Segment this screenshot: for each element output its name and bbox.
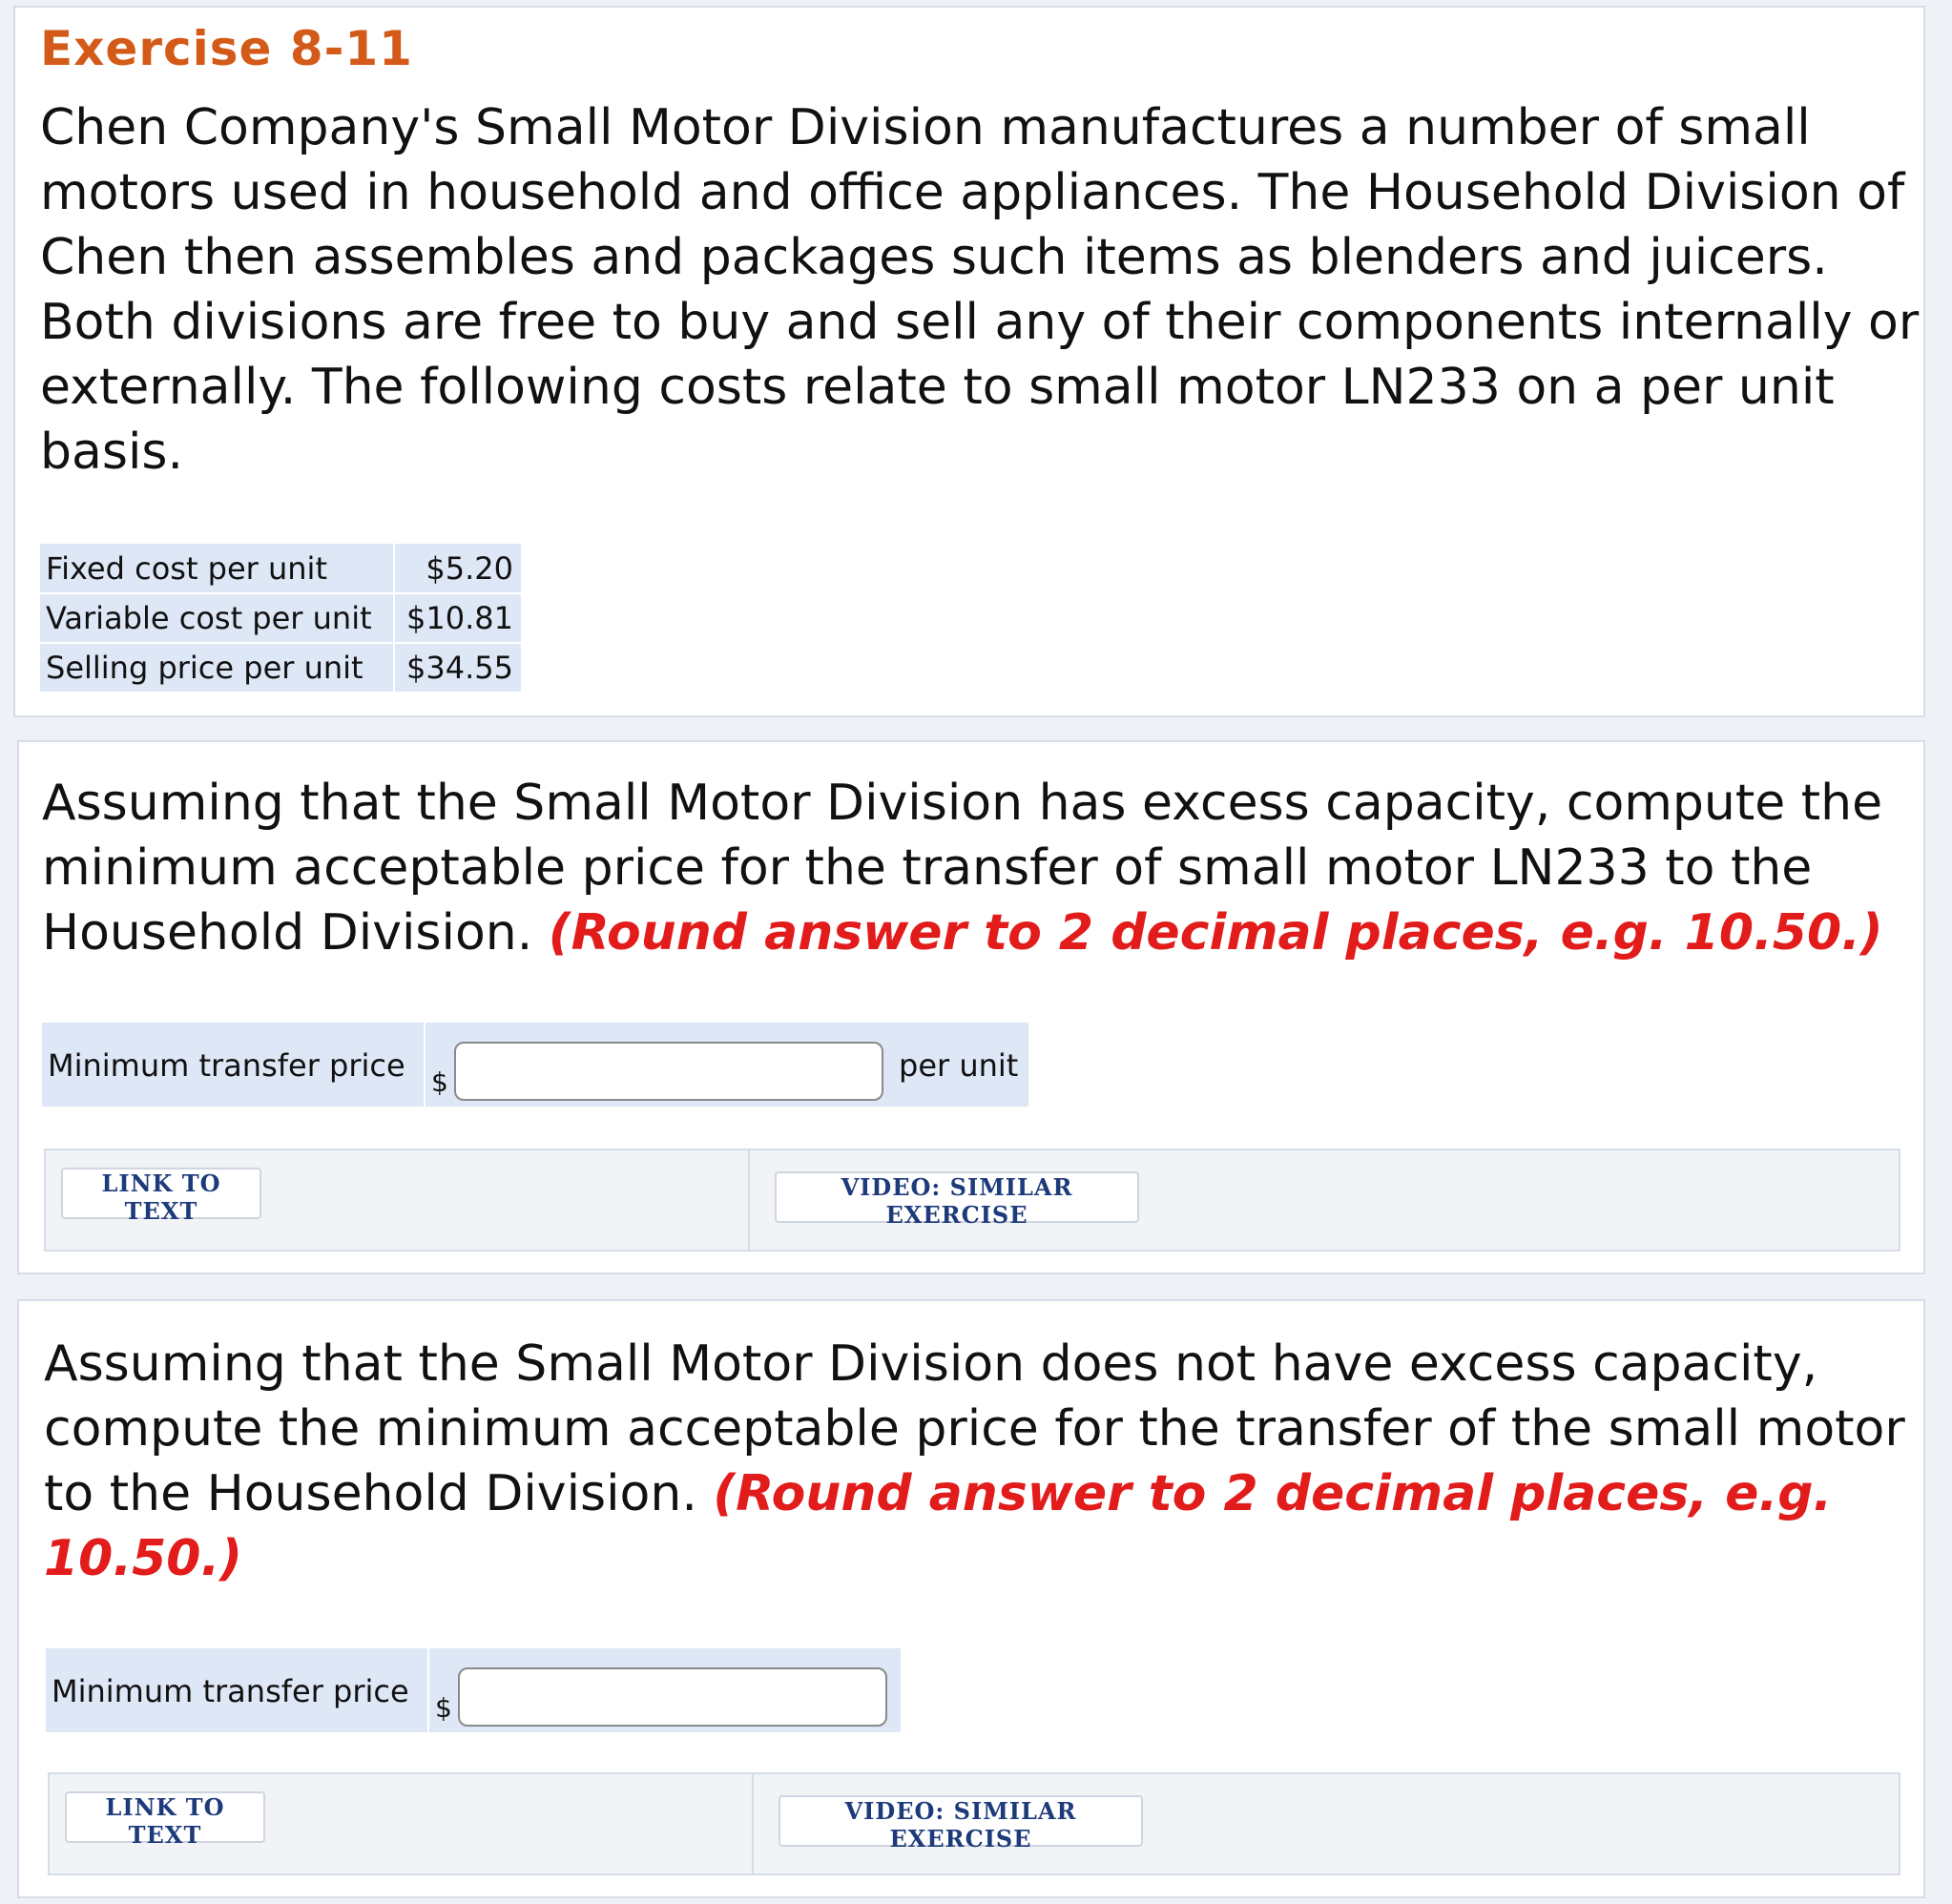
answer-label: Minimum transfer price [52, 1673, 409, 1709]
question-2-hint: (Round answer to 2 decimal places, e.g. 10.50.) [44, 1465, 1833, 1587]
divider [752, 1774, 754, 1873]
cost-value: $34.55 [394, 643, 521, 693]
question-2-text [44, 1332, 1914, 1591]
exercise-panel [13, 6, 1925, 717]
cost-label: Selling price per unit [40, 643, 394, 693]
minimum-transfer-price-input-2[interactable] [458, 1667, 887, 1727]
exercise-title: Exercise 8-11 [40, 21, 413, 76]
answer-label: Minimum transfer price [48, 1047, 405, 1084]
answer-row-1 [42, 1023, 1028, 1107]
answer-row-2 [46, 1648, 901, 1732]
unit-label: per unit [899, 1047, 1019, 1084]
question-1-text [42, 771, 1912, 965]
divider [424, 1023, 426, 1107]
cost-value: $5.20 [394, 544, 521, 593]
divider [748, 1150, 750, 1250]
resource-buttons-2 [48, 1772, 1900, 1875]
link-to-text-button[interactable]: LINK TO TEXT [61, 1168, 261, 1219]
cost-table [40, 544, 521, 693]
video-similar-exercise-button[interactable]: VIDEO: SIMILAR EXERCISE [779, 1795, 1143, 1847]
question-1-hint: (Round answer to 2 decimal places, e.g. 10.50.) [548, 904, 1883, 962]
link-to-text-button[interactable]: LINK TO TEXT [65, 1791, 265, 1843]
currency-symbol: $ [431, 1066, 448, 1098]
divider [427, 1648, 429, 1732]
table-row [40, 544, 521, 593]
minimum-transfer-price-input-1[interactable] [454, 1042, 883, 1101]
question-2-prompt: Assuming that the Small Motor Division does not have excess capacity, compute the minimum acceptable price for the transfer of the small motor to the Household Division. [44, 1335, 1905, 1522]
cost-label: Variable cost per unit [40, 593, 394, 643]
question-1-prompt: Assuming that the Small Motor Division has excess capacity, compute the minimum acceptable price for the transfer of small motor LN233 to the Household Division. [42, 775, 1883, 962]
currency-symbol: $ [435, 1692, 452, 1724]
cost-value: $10.81 [394, 593, 521, 643]
question-2-panel [17, 1299, 1925, 1898]
question-1-panel [17, 740, 1925, 1274]
exercise-intro: Chen Company's Small Motor Division manufactures a number of small motors used in household and office appliances. The Household Division of Chen then assembles and packages such items as blenders and juicers. Both divisions are free to buy and sell any of their components internally or externally. The following costs relate to small motor LN233 on a per unit basis. [40, 99, 1920, 481]
video-similar-exercise-button[interactable]: VIDEO: SIMILAR EXERCISE [775, 1171, 1139, 1223]
table-row [40, 593, 521, 643]
table-row [40, 643, 521, 693]
resource-buttons-1 [44, 1149, 1900, 1252]
cost-label: Fixed cost per unit [40, 544, 394, 593]
